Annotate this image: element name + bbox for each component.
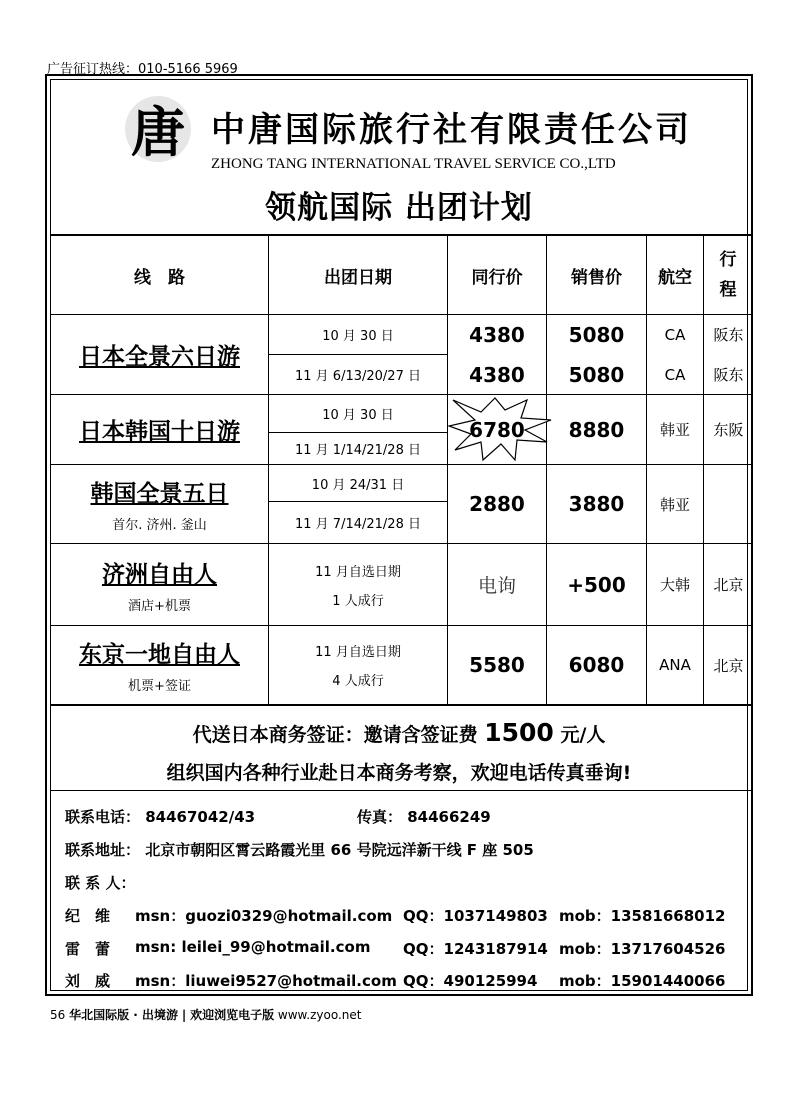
route-name: 韩国全景五日: [90, 481, 229, 507]
address: 北京市朝阳区霄云路霞光里 66 号院远洋新干线 F 座 505: [145, 841, 534, 859]
sale-price: +500: [567, 572, 626, 597]
contact-mobile: mob：13581668012: [559, 907, 726, 925]
departure-date: 10 月 30 日: [322, 408, 394, 423]
header-sale-price: 销售价: [571, 267, 622, 288]
visa-promo: [51, 718, 747, 747]
visa-fee-unit: 元/人: [560, 724, 606, 746]
contact-name: 纪 维: [65, 907, 111, 925]
airline: 韩亚: [659, 495, 690, 514]
contact-msn: msn：guozi0329@hotmail.com: [135, 907, 393, 925]
itinerary: 阪东: [713, 326, 744, 344]
departure-date: 11 月 6/13/20/27 日: [295, 369, 421, 384]
peer-price: 5580: [469, 653, 525, 677]
fax-number: 84466249: [407, 808, 491, 826]
route-note: 首尔. 济州. 釜山: [112, 518, 207, 533]
route-note: 酒店+机票: [128, 598, 191, 614]
route-cell: [51, 626, 268, 704]
address-label: 联系地址：: [65, 841, 141, 859]
route-name: 日本韩国十日游: [79, 419, 240, 445]
advert-inner: [50, 79, 748, 991]
peer-price: 4380: [469, 322, 525, 347]
contact-qq: QQ：1243187914: [403, 940, 548, 958]
departure-date-cell: [269, 544, 447, 625]
departure-date: 10 月 30 日: [322, 329, 394, 344]
route-cell: [51, 544, 268, 625]
contact-name: 雷 蕾: [65, 940, 111, 958]
itinerary: 北京: [713, 576, 744, 594]
advert-frame: [45, 74, 753, 996]
ad-hotline: 广告征订热线：010-5166 5969: [47, 62, 238, 77]
company-logo-icon: [123, 89, 193, 167]
header-peer-price: 同行价: [471, 267, 523, 288]
contact-mobile: mob：15901440066: [559, 972, 726, 990]
route-name: 日本全景六日游: [79, 344, 240, 370]
sale-price: 5080: [568, 322, 625, 347]
sale-price: 6080: [568, 653, 625, 677]
sale-price: 3880: [568, 492, 625, 516]
footer-divider: |: [181, 1008, 187, 1022]
table-bottom-line: [51, 704, 753, 706]
group-size: 1 人成行: [332, 593, 384, 609]
contact-msn: msn：liuwei9527@hotmail.com: [135, 972, 397, 990]
peer-price: 4380: [469, 362, 525, 387]
section-name: 华北国际版 · 出境游: [69, 1008, 179, 1022]
departure-date: 11 月 1/14/21/28 日: [295, 443, 421, 458]
phone-label: 联系电话：: [65, 808, 141, 826]
airline: ANA: [659, 656, 691, 674]
departure-date-cell: [269, 626, 447, 704]
visa-promo-text: 代送日本商务签证：邀请含签证费: [192, 724, 478, 746]
header-date: 出团日期: [324, 267, 392, 288]
promo-line: [51, 790, 753, 791]
route-name: 济洲自由人: [102, 561, 217, 588]
fax-line: [357, 806, 491, 827]
peer-price: 6780: [469, 417, 525, 442]
address-line: [65, 839, 534, 860]
airline: CA: [664, 325, 686, 344]
business-tour-promo: 组织国内各种行业赴日本商务考察，欢迎电话传真垂询!: [166, 762, 632, 784]
peer-price: 2880: [469, 492, 525, 516]
footer-url[interactable]: www.zyoo.net: [277, 1008, 362, 1022]
footer-tagline: 欢迎浏览电子版: [190, 1008, 275, 1022]
airline: CA: [664, 365, 686, 384]
departure-date: 11 月自选日期: [315, 645, 401, 660]
airline: 大韩: [659, 576, 690, 594]
itinerary: 阪东: [713, 366, 744, 384]
departure-date: 11 月自选日期: [315, 564, 401, 580]
contact-mobile: mob：13717604526: [559, 940, 726, 958]
page-number: 56: [50, 1008, 66, 1022]
sale-price: 8880: [568, 417, 625, 442]
route-cell: [51, 465, 268, 543]
visa-fee: 1500: [484, 718, 554, 747]
page-footer: [50, 1006, 361, 1023]
header-route: 线 路: [134, 267, 185, 288]
fax-label: 传真：: [357, 808, 403, 826]
contact-name: 刘 威: [65, 972, 111, 990]
company-name-en: ZHONG TANG INTERNATIONAL TRAVEL SERVICE CO.,LTD: [211, 156, 616, 172]
header-airline: 航空: [658, 267, 692, 288]
contact-msn: msn: leilei_99@hotmail.com: [135, 938, 371, 956]
contacts-label: 联 系 人：: [65, 874, 136, 892]
itinerary: [704, 465, 753, 543]
itinerary: 东阪: [713, 421, 744, 439]
route-name: 东京一地自由人: [79, 642, 240, 668]
group-size: 4 人成行: [332, 674, 384, 689]
airline: 韩亚: [659, 421, 690, 439]
sale-price: 5080: [568, 362, 625, 387]
svg-text:唐: 唐: [131, 100, 185, 164]
plan-title: 领航国际 出团计划: [265, 190, 533, 226]
peer-price: 电询: [477, 575, 516, 597]
company-name-cn: 中唐国际旅行社有限责任公司: [211, 110, 692, 150]
contact-qq: QQ：490125994: [403, 972, 538, 990]
itinerary: 北京: [713, 656, 744, 675]
route-note: 机票+签证: [128, 679, 191, 694]
contact-qq: QQ：1037149803: [403, 907, 548, 925]
header-itinerary: 行程: [719, 250, 737, 300]
phone-line: [65, 806, 255, 827]
departure-date: 11 月 7/14/21/28 日: [295, 517, 421, 532]
departure-date: 10 月 24/31 日: [311, 477, 405, 493]
phone-number: 84467042/43: [145, 808, 256, 826]
